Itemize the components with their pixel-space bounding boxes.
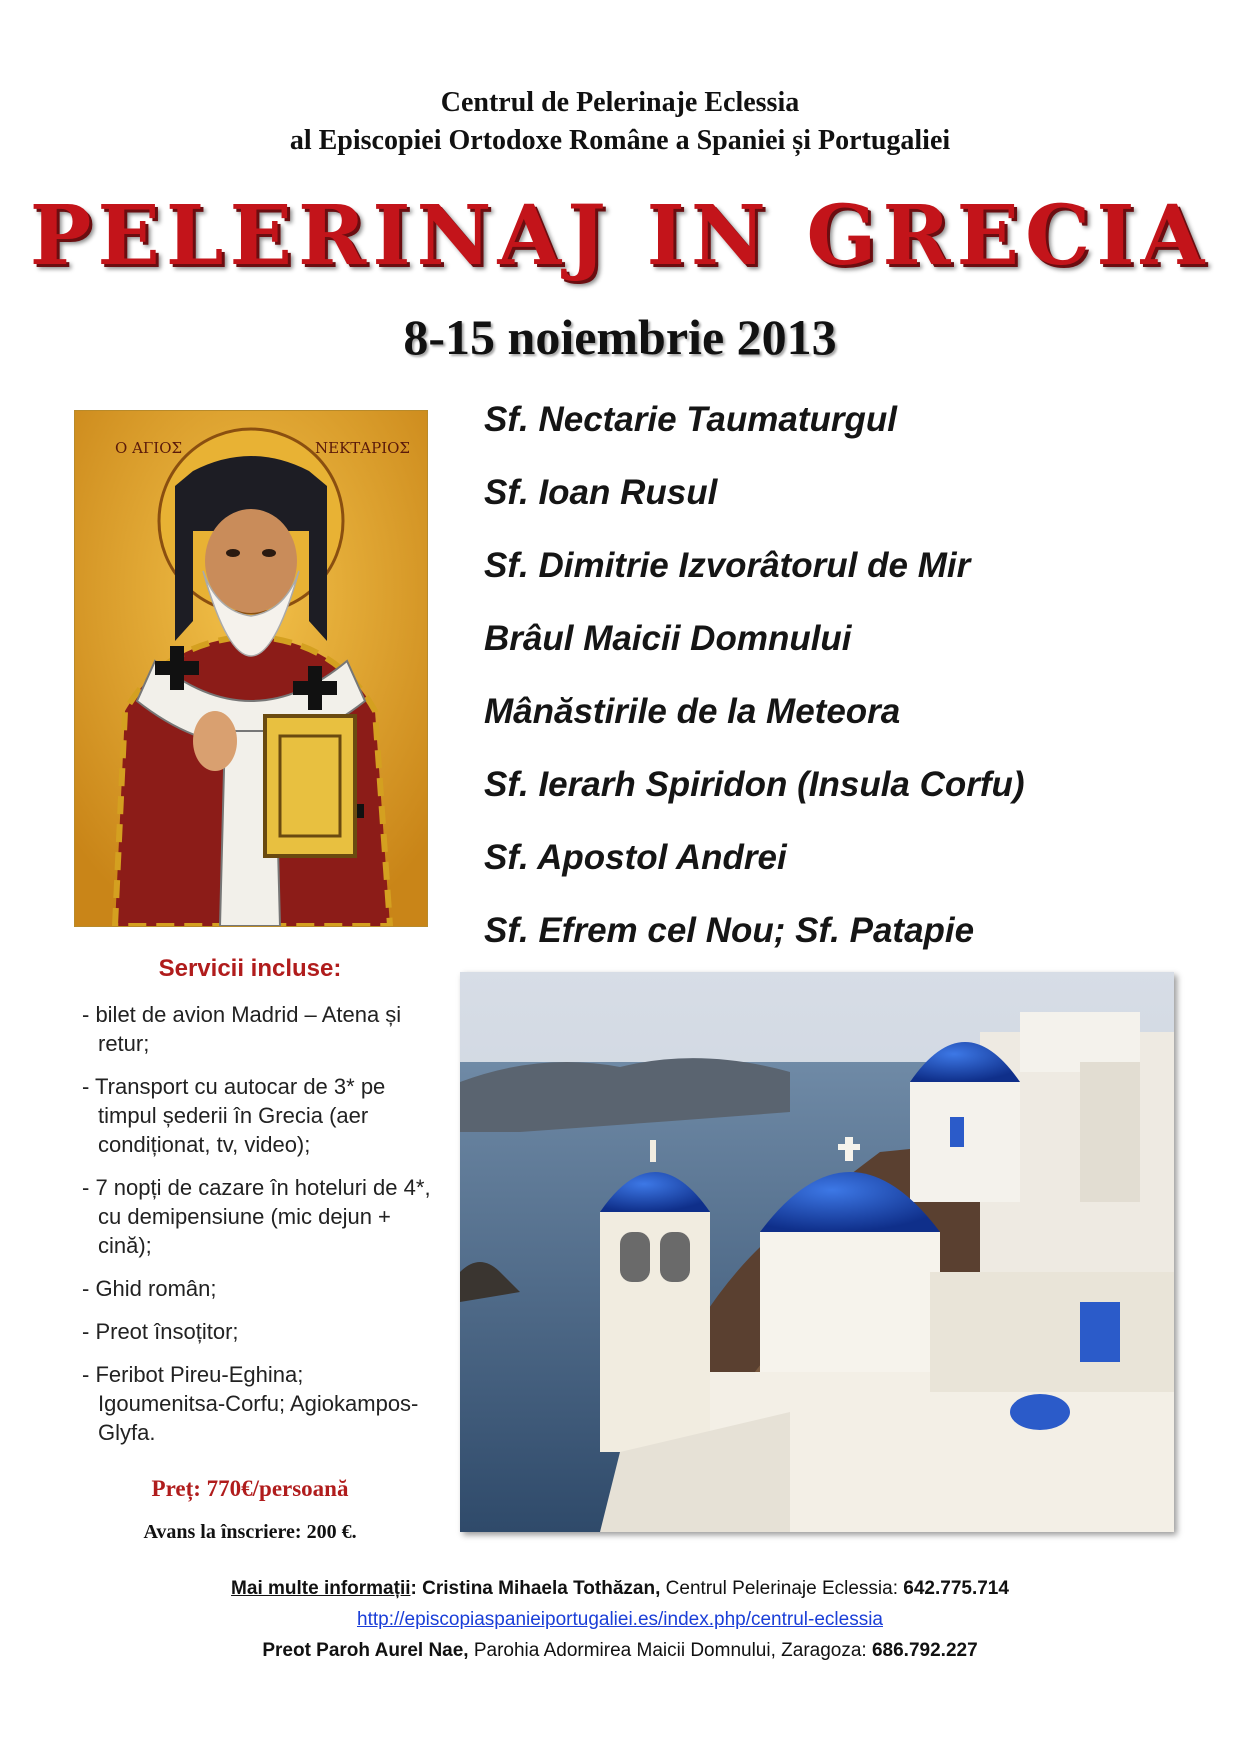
contact1-org: Centrul Pelerinaje Eclessia: xyxy=(665,1578,898,1599)
website-link[interactable]: http://episcopiaspanieiportugaliei.es/index.php/centrul-eclessia xyxy=(357,1609,883,1630)
info-label: Mai multe informații xyxy=(231,1578,411,1599)
destination-item: Sf. Dimitrie Izvorâtorul de Mir xyxy=(484,546,971,585)
destination-item: Sf. Apostol Andrei xyxy=(484,838,787,877)
icon-inscription-left: Ο ΑΓΙΟΣ xyxy=(115,439,183,457)
org-name-line2: al Episcopiei Ortodoxe Române a Spaniei și Portugaliei xyxy=(289,125,951,156)
contact2-name: Preot Paroh Aurel Nae, xyxy=(262,1640,469,1661)
services-list xyxy=(82,1000,432,1461)
price: Preț: 770€/persoană xyxy=(151,1476,349,1501)
footer-contact-line1: Mai multe informații: Cristina Mihaela Tothăzan, Centrul Pelerinaje Eclessia: 642.775.714 xyxy=(231,1578,1009,1599)
advance-payment: Avans la înscriere: 200 €. xyxy=(143,1521,357,1543)
contact2-phone: 686.792.227 xyxy=(871,1640,978,1661)
footer-link-line xyxy=(0,1606,1240,1634)
destination-item: Sf. Ioan Rusul xyxy=(484,473,718,512)
destination-item: Sf. Nectarie Taumaturgul xyxy=(484,400,897,439)
destination-item: Mânăstirile de la Meteora xyxy=(484,692,901,731)
contact1-name: Cristina Mihaela Tothăzan, xyxy=(422,1578,661,1599)
org-name-line1: Centrul de Pelerinaje Eclessia xyxy=(440,87,800,118)
service-item: - bilet de avion Madrid – Atena și retur; xyxy=(82,1002,402,1056)
saint-icon-image xyxy=(74,410,428,927)
destination-item: Sf. Efrem cel Nou; Sf. Patapie xyxy=(484,911,975,950)
service-item: - Preot însoțitor; xyxy=(82,1319,239,1344)
destination-item: Sf. Ierarh Spiridon (Insula Corfu) xyxy=(484,765,1025,804)
footer-contact-line2 xyxy=(0,1637,1240,1665)
service-item: - Transport cu autocar de 3* pe timpul șederii în Grecia (aer condiționat, tv, video); xyxy=(82,1074,386,1157)
poster-title: PELERINAJ IN GRECIA xyxy=(29,188,1211,284)
santorini-photo xyxy=(460,972,1174,1532)
destination-item: Brâul Maicii Domnului xyxy=(484,619,852,658)
service-item: - 7 nopți de cazare în hoteluri de 4*, cu demipensiune (mic dejun + cină); xyxy=(82,1175,431,1258)
icon-inscription-right: ΝΕΚΤΑΡΙΟΣ xyxy=(315,439,411,457)
contact2-org: Parohia Adormirea Maicii Domnului, Zaragoza: xyxy=(473,1640,867,1661)
contact1-phone: 642.775.714 xyxy=(903,1578,1009,1599)
event-dates: 8-15 noiembrie 2013 xyxy=(403,309,837,365)
services-title: Servicii incluse: xyxy=(158,955,342,982)
service-item: - Feribot Pireu-Eghina; Igoumenitsa-Corfu; Agiokampos-Glyfa. xyxy=(82,1362,419,1445)
service-item: - Ghid român; xyxy=(82,1276,217,1301)
